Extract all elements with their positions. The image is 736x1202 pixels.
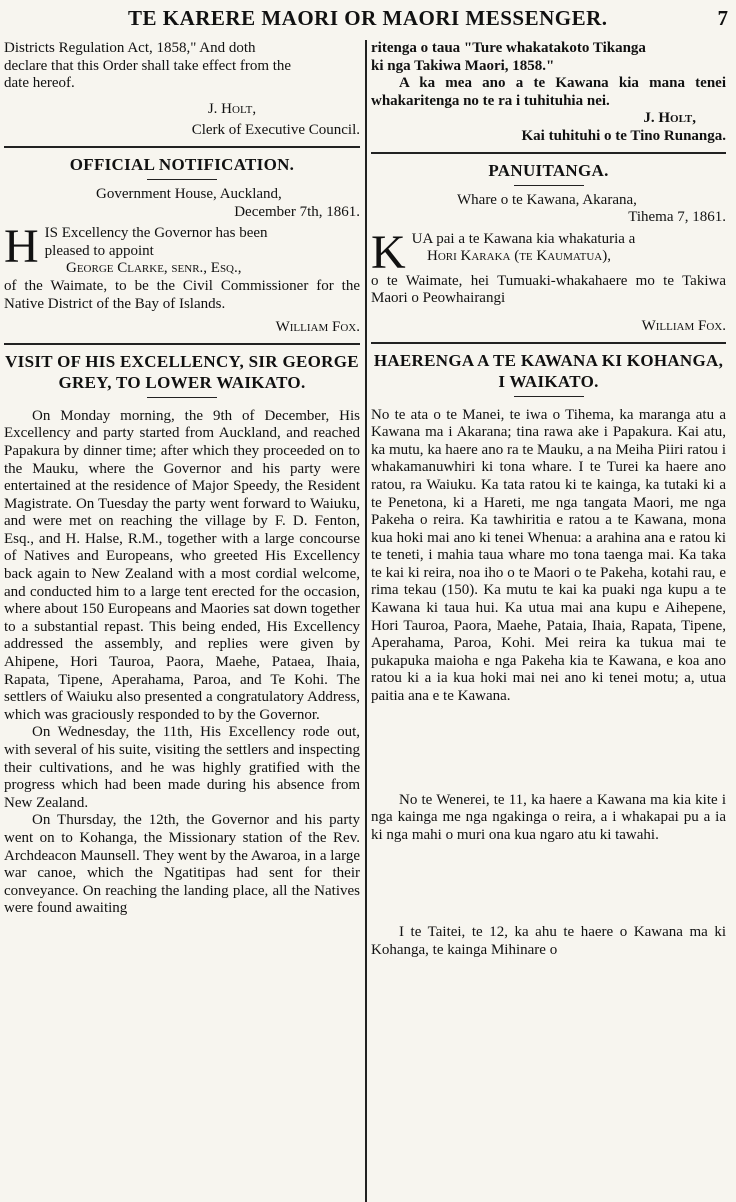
- article-paragraph: On Thursday, the 12th, the Governor and his party went on to Kohanga, the Missionary station of the Rev. Archdeacon Maunsell. They went by the Awaroa, in a large war canoe, which the Ngatitipas had sent for their conveyance. On reaching the landing place, all the Natives were found awaiting: [4, 812, 360, 917]
- order-line: ki nga Takiwa Maori, 1858.": [371, 57, 555, 74]
- dateline-place: Government House, Auckland,: [96, 185, 282, 202]
- order-line: Districts Regulation Act, 1858," And doth: [4, 40, 256, 56]
- section-heading: PANUITANGA.: [488, 160, 609, 180]
- order-tail-mi: [371, 40, 726, 146]
- signature-title: Kai tuhituhi o te Tino Runanga.: [521, 127, 726, 144]
- official-notification: [4, 154, 360, 337]
- dateline-date: December 7th, 1861.: [234, 203, 360, 220]
- heading-rule: [514, 185, 584, 186]
- newspaper-title: TE KARERE MAORI OR MAORI MESSENGER.: [128, 6, 608, 30]
- article-paragraph: On Wednesday, the 11th, His Excellency rode out, with several of his suite, visiting the settlers and inspecting their cultivations, and he was highly gratified with the progress which had been made during his absence from New Zealand.: [4, 724, 360, 811]
- dropcap-letter: K: [371, 225, 406, 279]
- section-rule: [4, 146, 360, 148]
- section-rule: [371, 342, 726, 344]
- article-heading: HAERENGA A TE KAWANA KI KOHANGA, I WAIKATO.: [373, 350, 724, 391]
- article-paragraph: No te Wenerei, te 11, ka haere a Kawana ma kia kite i nga kainga me nga ngakinga o reira, a i whakapai pu a ia ki nga mahi o muri ona kua ngaro atu ki tawahi.: [371, 791, 726, 843]
- visit-article-mi: [371, 350, 726, 960]
- notice-body: o te Waimate, hei Tumuaki-whakahaere mo te Takiwa Maori o Peowhairangi: [371, 272, 726, 307]
- section-rule: [4, 343, 360, 345]
- english-column: [4, 40, 360, 1200]
- order-line: A ka mea ano a te Kawana kia mana tenei whakaritenga no te ra i tuhituhia nei.: [371, 75, 726, 109]
- appointee-name: Hori Karaka (te Kaumatua),: [427, 248, 611, 265]
- page-header: [0, 4, 736, 38]
- signature: William Fox.: [641, 317, 726, 334]
- heading-rule: [147, 179, 217, 180]
- notice-body: of the Waimate, to be the Civil Commissioner for the Native District of the Bay of Islands.: [4, 277, 360, 312]
- maori-column: [371, 40, 726, 1200]
- order-line: declare that this Order shall take effect from the: [4, 57, 292, 74]
- column-gap: [371, 844, 726, 924]
- article-paragraph: On Monday morning, the 9th of December, His Excellency and party started from Auckland, and reached Papakura by dinner time; after which they proceeded on to the Mauku, where the Governor and his party were entertained at the residence of Major Speedy, the Resident Magistrate. On Tuesday the party went forward to Waiuku, and were met on reaching the village by F. D. Fenton, Esq., and H. Halse, R.M., together with a large concourse of Natives and Europeans, who greeted His Excellency back again to New Zealand with a most cordial welcome, and conducted him to a large tent erected for the occasion, where about 150 Europeans and Maories sat down together to a substantial repast. This being ended, His Excellency addressed the assembly, and replies were given by Ahipene, Hori Tauroa, Paora, Maehe, Pataea, Ihaia, Rapata, Tipene, Aperahama, Paroa, and Te Kohi. The settlers of Waiuku also presented a congratulatory Address, which was graciously responded to by the Governor.: [4, 407, 360, 723]
- article-heading: VISIT OF HIS EXCELLENCY, SIR GEORGE GREY, TO LOWER WAIKATO.: [5, 351, 359, 392]
- notice-opening: [371, 225, 726, 279]
- heading-rule: [147, 397, 217, 398]
- notice-line: IS Excellency the Governor has been: [44, 225, 268, 242]
- order-line: ritenga o taua "Ture whakatakoto Tikanga: [371, 40, 646, 56]
- article-paragraph: No te ata o te Manei, te iwa o Tihema, ka maranga atu a Kawana ma i Akarana; tina rawa ake i Papakura. Kai atu, ka mutu, ka haere ano ra te Mauku, a na Meiha Piiri ratou i whakamanuwhiri ki tona whare. I te Turei ka haere ano ratou, ra Waiuku. Ka tata ratou ki te kainga, ka tutaki ki a te Penetona, ki a Hareti, me nga tangata Maori, me nga Pakeha o reira. Ka tawhiritia e ratou a te Kawana, mona kua hoki mai ano ki tenei Whenua: a arahina ana e ratou ki te teneti, i mahia taua whare mo tona taenga mai. Ka taka te kai ki reira, noa iho o te Maori o te Pakeha, kotahi rau, e rima tekau (150). Ka mutu te kai ka puaki nga kupu a te Kawana ki taua hui. Ka utua mai ana kupu e Aihepene, Hori Tauroa, Paora, Maehe, Pataia, Ihaia, Rapata, Tipene, Aperahama, Paroa, Kohi. Mei reira ka tukua mai te pukapuka maioha e nga Pakeha kia te Kawana, e koa ano ratou ki a ia kua hoki mai nei ano ki tenei motu; a, utua paitia ana e te Kawana.: [371, 406, 726, 705]
- appointee-name: George Clarke, senr., Esq.,: [66, 260, 242, 277]
- column-divider: [365, 40, 367, 1202]
- column-gap: [371, 706, 726, 792]
- notice-opening: [4, 220, 360, 278]
- dateline-date: Tihema 7, 1861.: [628, 209, 726, 226]
- section-heading: OFFICIAL NOTIFICATION.: [69, 154, 295, 174]
- signature: J. Holt,: [207, 100, 257, 117]
- notice-line: pleased to appoint: [44, 242, 154, 259]
- panuitanga: [371, 160, 726, 336]
- visit-article-en: [4, 351, 360, 918]
- signature: J. Holt,: [643, 110, 696, 127]
- dateline-place: Whare o te Kawana, Akarana,: [457, 191, 637, 208]
- dropcap-letter: H: [4, 220, 39, 274]
- order-tail-en: [4, 40, 360, 140]
- order-line: date hereof.: [4, 75, 75, 92]
- section-rule: [371, 152, 726, 154]
- page-number: 7: [717, 6, 728, 30]
- notice-line: UA pai a te Kawana kia whakaturia a: [411, 230, 636, 247]
- signature-title: Clerk of Executive Council.: [191, 122, 360, 139]
- signature: William Fox.: [275, 319, 360, 336]
- heading-rule: [514, 396, 584, 397]
- article-paragraph: I te Taitei, te 12, ka ahu te haere o Kawana ma ki Kohanga, te kainga Mihinare o: [371, 924, 726, 958]
